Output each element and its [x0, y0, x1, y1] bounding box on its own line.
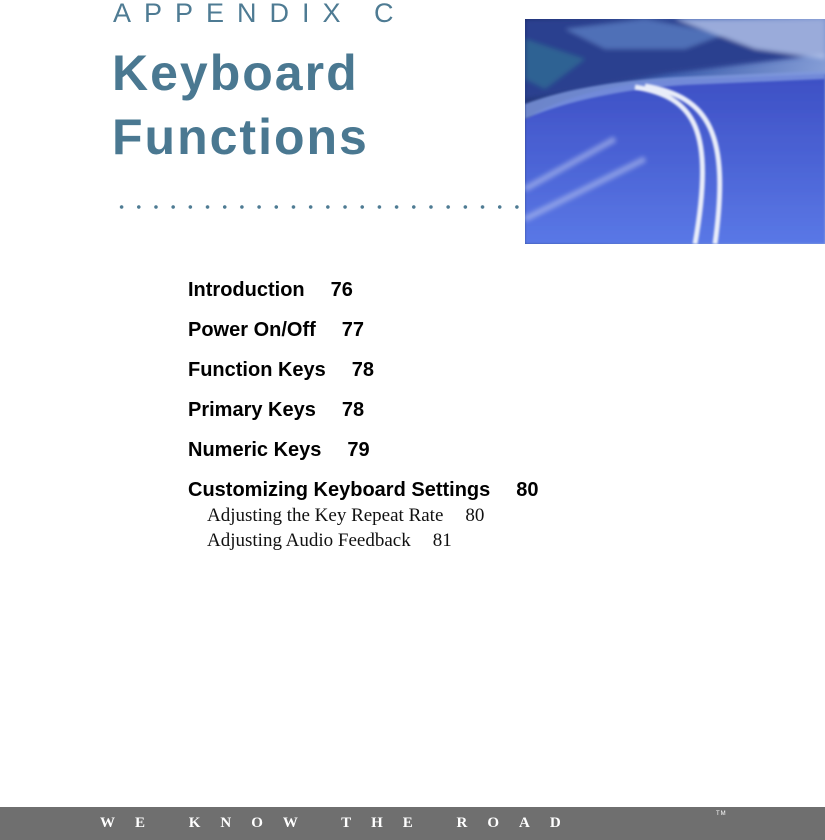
- trademark-mark: TM: [716, 811, 727, 817]
- toc-entry-numeric-keys[interactable]: [188, 439, 539, 479]
- toc-subentry-key-repeat-rate[interactable]: [188, 505, 539, 530]
- page-title-line-2: Functions: [112, 109, 369, 165]
- footer-tagline: WE KNOW THE ROAD: [100, 815, 581, 831]
- toc-entry-label: Function Keys: [188, 359, 326, 381]
- toc-entry-label: Numeric Keys: [188, 439, 322, 461]
- toc-subentry-page: 81: [432, 530, 452, 551]
- toc-entry-introduction[interactable]: [188, 279, 539, 319]
- toc-entry-page: 77: [341, 319, 365, 341]
- toc-entry-page: 76: [330, 279, 353, 301]
- toc-subentry-page: 80: [465, 505, 485, 526]
- toc-entry-label: Customizing Keyboard Settings: [188, 479, 491, 501]
- toc-subentry-audio-feedback[interactable]: [188, 530, 539, 555]
- toc-entry-label: Power On/Off: [188, 319, 316, 341]
- toc-entry-page: 78: [341, 399, 365, 421]
- toc-entry-page: 80: [516, 479, 539, 501]
- appendix-label: APPENDIX C: [113, 0, 407, 28]
- toc-subentry-label: Adjusting Audio Feedback: [207, 530, 411, 551]
- toc-entry-page: 78: [351, 359, 375, 381]
- road-photo: [525, 19, 825, 244]
- toc-entry-customizing-keyboard-settings[interactable]: [188, 479, 539, 505]
- toc-entry-primary-keys[interactable]: [188, 399, 539, 439]
- table-of-contents: [188, 279, 539, 555]
- dotted-rule: [113, 204, 525, 210]
- toc-subentry-label: Adjusting the Key Repeat Rate: [207, 505, 444, 526]
- page-title-line-1: Keyboard: [112, 45, 359, 101]
- toc-entry-label: Primary Keys: [188, 399, 316, 421]
- toc-entry-function-keys[interactable]: [188, 359, 539, 399]
- toc-entry-label: Introduction: [188, 279, 305, 301]
- toc-entry-page: 79: [347, 439, 370, 461]
- toc-entry-power-on-off[interactable]: [188, 319, 539, 359]
